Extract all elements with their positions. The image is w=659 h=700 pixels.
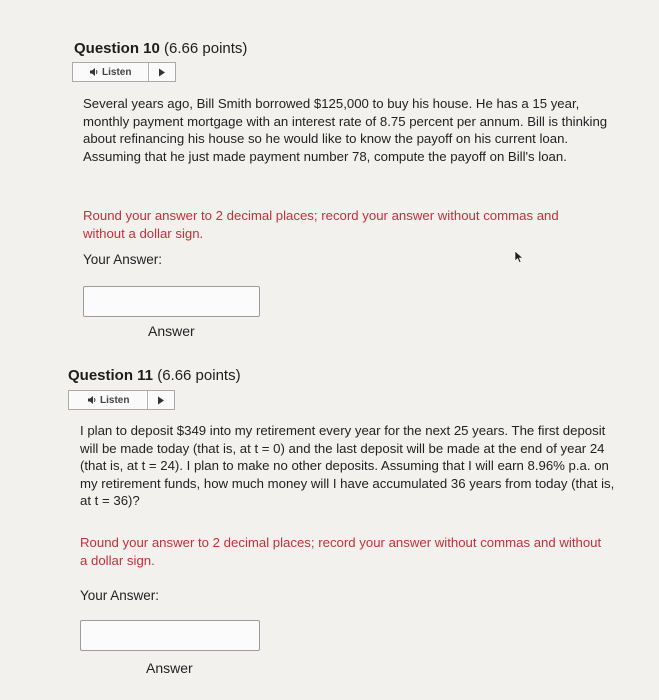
question-title bbox=[74, 40, 247, 57]
listen-button[interactable] bbox=[73, 63, 149, 81]
listen-control[interactable] bbox=[72, 62, 176, 82]
answer-caption: Answer bbox=[148, 323, 195, 339]
listen-label: Listen bbox=[100, 394, 130, 406]
play-button[interactable] bbox=[148, 391, 174, 409]
your-answer-label: Your Answer: bbox=[83, 252, 163, 267]
rounding-instruction: Round your answer to 2 decimal places; record your answer without commas and without a dollar sign. bbox=[83, 208, 559, 241]
answer-input[interactable] bbox=[83, 286, 260, 317]
play-icon bbox=[158, 68, 166, 77]
mouse-cursor-icon bbox=[514, 250, 526, 264]
question-points: (6.66 points) bbox=[157, 367, 241, 384]
answer-caption: Answer bbox=[146, 660, 193, 676]
question-number: Question 10 bbox=[74, 40, 160, 57]
listen-button[interactable] bbox=[69, 391, 148, 409]
rounding-instruction: Round your answer to 2 decimal places; record your answer without commas and without a dollar sign. bbox=[80, 535, 602, 568]
listen-label: Listen bbox=[102, 66, 132, 78]
play-icon bbox=[157, 396, 165, 405]
speaker-icon bbox=[89, 67, 99, 77]
your-answer-label: Your Answer: bbox=[80, 588, 160, 603]
play-button[interactable] bbox=[149, 63, 175, 81]
speaker-icon bbox=[87, 395, 97, 405]
question-number: Question 11 bbox=[68, 367, 154, 384]
question-title bbox=[68, 367, 241, 384]
question-points: (6.66 points) bbox=[164, 40, 248, 57]
listen-control[interactable] bbox=[68, 390, 175, 410]
question-text: Several years ago, Bill Smith borrowed $125,000 to buy his house. He has a 15 year, monthly payment mortgage with an interest rate of 8.75 percent per annum. Bill is thinking about refinancing his house so he would like to know the payoff on his current loan. Assuming that he just made payment number 78, compute the payoff on Bill's loan. bbox=[83, 96, 608, 164]
question-text: I plan to deposit $349 into my retirement every year for the next 25 years. The first deposit will be made today (that is, at t = 0) and the last deposit will be made at the end of year 24 (that is, at t = 24). I plan to make no other deposits. Assuming that I will earn 8.96% p.a. on my retirement funds, how much money will I have accumulated 36 years from today (that is, at t = 36)? bbox=[80, 423, 615, 508]
answer-input[interactable] bbox=[80, 620, 260, 651]
